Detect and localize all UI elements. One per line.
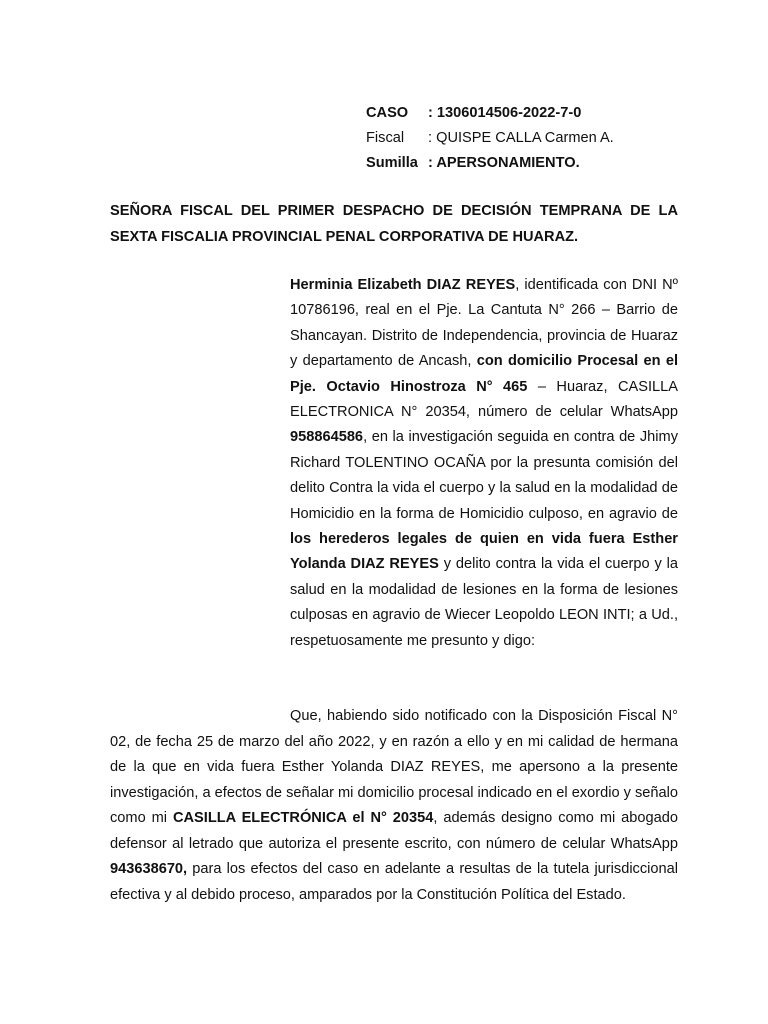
intro-text-3: , en la investigación seguida en contra de Jhimy Richard TOLENTINO OCAÑA por la presunta comisión del delito Contra la vida el cuerpo y la salud en la modalidad de Homicidio en la forma de Homicidio culposo, en agravio de: [290, 429, 678, 522]
sumilla-label: Sumilla: [366, 155, 418, 171]
body-text-1: Que, habiendo sido notificado con la Disposición Fiscal N° 02, de fecha 25 de marzo del año 2022, y en razón a ello y en mi calidad de hermana de la que en vida fuera Esther Yolanda DIAZ REYES, me apersono a la presente investigación, a efectos de señalar mi domicilio procesal indicado en el exordio y señalo como mi: [110, 708, 678, 826]
petitioner-name: Herminia Elizabeth DIAZ REYES: [290, 277, 516, 293]
sumilla-row: [366, 151, 614, 176]
intro-text-4: y delito contra la vida el cuerpo y la salud en la modalidad de lesiones en la forma de lesiones culposas en agravio de Wiecer Leopoldo LEON INTI; a Ud., respetuosamente me presunto y digo:: [290, 556, 678, 649]
caso-label: CASO: [366, 105, 409, 121]
lawyer-phone: 943638670,: [110, 861, 188, 877]
body-paragraph: [110, 704, 678, 908]
fiscal-label: Fiscal: [366, 130, 405, 146]
addressee-heading: SEÑORA FISCAL DEL PRIMER DESPACHO DE DECISIÓN TEMPRANA DE LA SEXTA FISCALIA PROVINCIAL PENAL CORPORATIVA DE HUARAZ.: [110, 203, 678, 245]
procedural-domicile: con domicilio Procesal en el Pje. Octavio Hinostroza N° 465: [290, 353, 678, 395]
sumilla-value: : APERSONAMIENTO.: [428, 155, 580, 171]
intro-text-2: – Huaraz, CASILLA ELECTRONICA N° 20354, número de celular WhatsApp: [290, 378, 678, 421]
electronic-mailbox: CASILLA ELECTRÓNICA el N° 20354: [172, 810, 434, 826]
caso-value: : 1306014506-2022-7-0: [428, 105, 582, 121]
legal-heirs: los herederos legales de quien en vida fuera Esther Yolanda DIAZ REYES: [290, 531, 678, 573]
fiscal-value: : QUISPE CALLA Carmen A.: [428, 130, 614, 146]
body-text-3: para los efectos del caso en adelante a resultas de la tutela jurisdiccional efectiva y al debido proceso, amparados por la Constitución Política del Estado.: [110, 861, 678, 903]
intro-text-1: , identificada con DNI Nº 10786196, real en el Pje. La Cantuta N° 266 – Barrio de Shancayan. Distrito de Independencia, provincia de Huaraz y departamento de Ancash,: [290, 277, 678, 370]
petitioner-phone: 958864586: [290, 429, 364, 446]
fiscal-row: [366, 126, 614, 151]
case-header: [366, 101, 614, 176]
intro-paragraph: [290, 273, 678, 654]
body-text-2: , además designo como mi abogado defensor al letrado que autoriza el presente escrito, con número de celular WhatsApp: [110, 810, 678, 852]
caso-row: [366, 101, 614, 126]
